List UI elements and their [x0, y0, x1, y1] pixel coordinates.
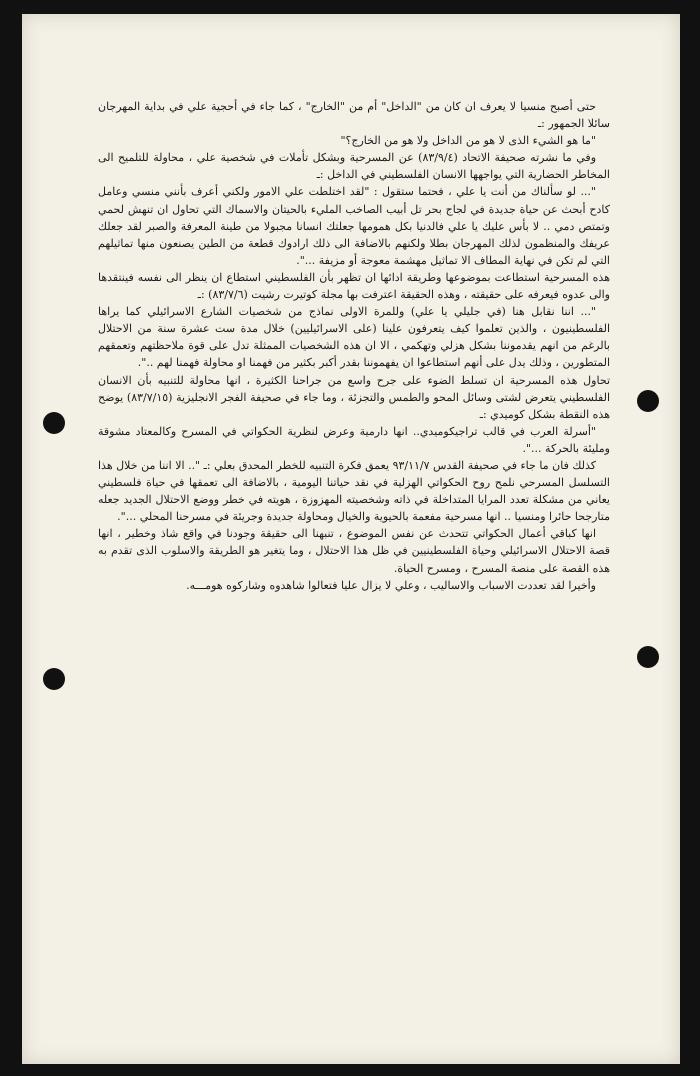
punch-hole-bottom-right [637, 646, 659, 668]
paragraph-4: "... لو سألناك من أنت يا علي ، فحتما ستقول : "لقد اختلطت علي الامور ولكني أعرف بأنني منسي وعامل كادح أبحث عن حياة جديدة في لجاج بحر تل أبيب الصاخب المليء بالحيتان والاسماك التي تحاول ان تنهش لحمي وتمتص دمي .. لا بأس عليك يا علي فالدنيا بكل همومها جعلتك انسانا مجبولا من طينة المعرفة والصبر لقد جعلك عريفك والمنظمون لذلك المهرجان بطلا ولكنهم بالاضافة الى ذلك ارادوك قطعة من الطين يصنعون منها تماثيلهم التي لم تكن في نهاية المطاف الا تماثيل مهشمة معوجة أو مزيفة ...". [98, 185, 610, 267]
paragraph-7: تحاول هذه المسرحية ان تسلط الضوء على جرح واسع من جراحنا الكثيرة ، انها محاولة للتنبيه بأن الانسان الفلسطيني يتعرض لشتى وسائل المحو والطمس والتجزئة ، وما جاء في صحيفة الفجر الانجليزية (٨٣/٧/١٥) يوضح هذه النقطة بشكل كوميدي :ـ [98, 373, 610, 421]
paragraph-8: "أسرلة العرب في قالب تراجيكوميدي.. انها دارمية وعرض لنظرية الحكواتي في المسرح وكالمعتاد مشوقة ومليئة بالحركة ...". [98, 424, 610, 455]
paragraph-3: وفي ما نشرته صحيفة الاتحاد (٨٣/٩/٤) عن المسرحية وبشكل تأملات في شخصية علي ، محاولة للتلميح الى المخاطر الحضارية التي يواجهها الانسان الفلسطيني في الداخل :ـ [98, 151, 610, 182]
document-body [98, 98, 610, 594]
paragraph-2: "ما هو الشيء الذى لا هو من الداخل ولا هو من الخارج؟" [340, 134, 596, 148]
paragraph-6: "... اننا نقابل هنا (في جليلي يا علي) وللمرة الاولى نماذج من شخصيات الشارع الاسرائيلي كما يراها الفلسطينيون ، والذين تعلموا كيف يتعرفون علينا (على الاسرائيليين) خلال مدة ست عشرة سنة من الاحتلال بالرغم من انهم يقدموننا بشكل هزلي وتهكمي ، الا ان هذه الشخصيات الممثلة تدل على قوة ملاحظتهم وتعمقهم المتطورين ، وذلك يدل على أنهم استطاعوا ان يفهموننا بقدر أكبر بكثير من فهمنا او محاولة فهمنا لهم ..". [98, 305, 610, 370]
paragraph-1: حتى أصبح منسيا لا يعرف ان كان من "الداخل" أم من "الخارج" ، كما جاء في أحجية علي في بداية المهرجان سائلا الجمهور :ـ [98, 100, 610, 131]
paragraph-11: وأخيرا لقد تعددت الاسباب والاساليب ، وعلي لا يزال عليا فتعالوا شاهدوه وشاركوه هومـــه. [186, 578, 596, 592]
document-page [22, 14, 680, 1064]
paragraph-10: انها كباقي أعمال الحكواتي تتحدث عن نفس الموضوع ، تنبهنا الى حقيقة وجودنا في واقع شاذ وخطير ، انها قصة الاحتلال الاسرائيلي وحياة الفلسطينيين في ظل هذا الاحتلال ، وما يتغير هو الطريقة والاسلوب الذى تقدم به هذه القصة على منصة المسرح ، ومسرح الحياة. [98, 527, 610, 575]
paragraph-9: كذلك فان ما جاء في صحيفة القدس ٩٣/١١/٧ يعمق فكرة التنبيه للخطر المحدق بعلي :ـ ".. الا اننا من خلال هذا التسلسل المسرحي نلمح روح الحكواتي الهزلية في نقد حياتنا اليومية ، بالاضافة الى تعمقها في حياة فلسطيني يعاني من مشكلة تعدد المرايا المتداخلة في ذاته وشخصيته المهزوزة ، هويته في خطر ووضع الاحتلال الجديد جعله متارجحا حائرا ومنسيا .. انها مسرحية مفعمة بالحيوية والخيال ومحاولة جديدة وجريئة في مسرحنا المحلي ...". [98, 458, 610, 524]
punch-hole-top-left [43, 412, 65, 434]
punch-hole-top-right [637, 390, 659, 412]
paragraph-5: هذه المسرحية استطاعت بموضوعها وطريقة ادائها ان تظهر بأن الفلسطيني استطاع ان ينظر الى نفسه فينتقدها والى عدوه فيعرفه على حقيقته ، وهذه الحقيقة اعترفت بها مجلة كوتيرت رشيت (٨٣/٧/٦) :ـ [98, 270, 610, 302]
punch-hole-bottom-left [43, 668, 65, 690]
